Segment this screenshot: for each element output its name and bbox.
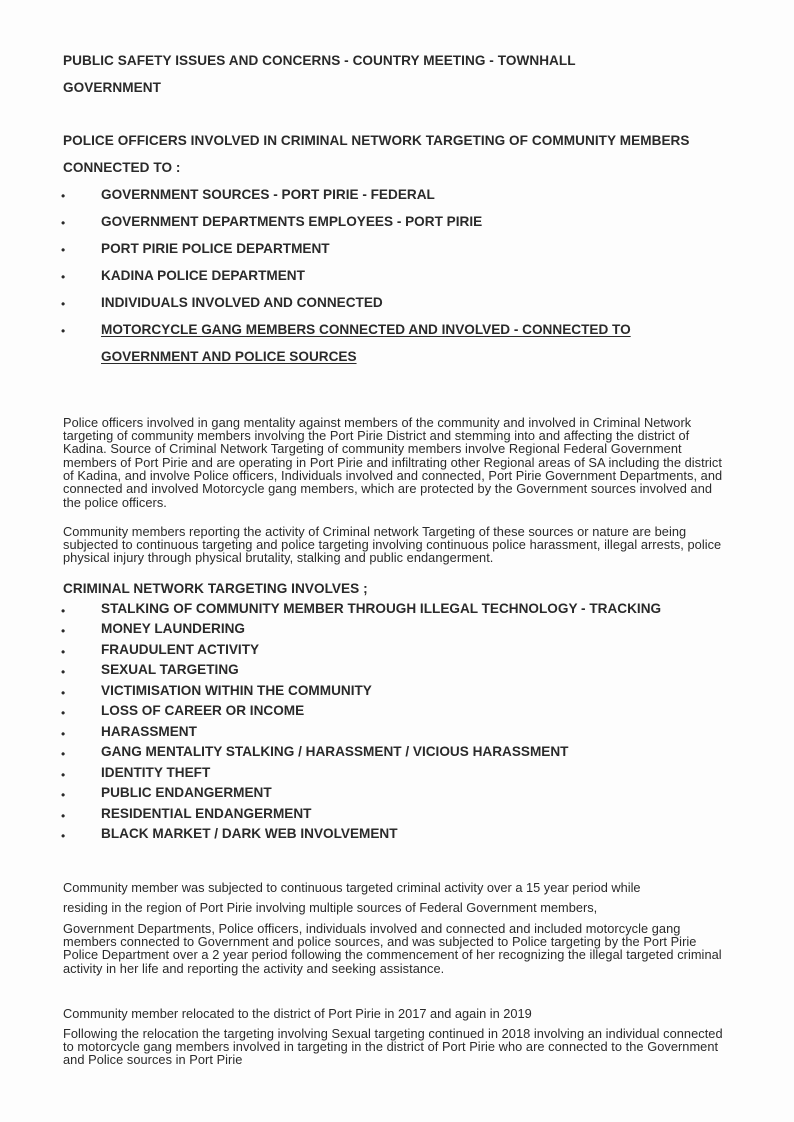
bullet-icon: • (61, 727, 66, 741)
bullet-icon: • (61, 624, 66, 638)
list-item: RESIDENTIAL ENDANGERMENT (101, 806, 312, 821)
bullet-icon: • (61, 270, 66, 284)
list-item: BLACK MARKET / DARK WEB INVOLVEMENT (101, 826, 398, 841)
bullet-icon: • (61, 645, 66, 659)
list-item: MONEY LAUNDERING (101, 621, 246, 636)
bullet-icon: • (61, 243, 66, 257)
bullet-icon: • (61, 706, 66, 720)
bullet-icon: • (61, 788, 66, 802)
bullet-icon: • (61, 216, 66, 230)
bullet-icon: • (61, 189, 66, 203)
bullet-icon: • (61, 297, 66, 311)
body-paragraph-4-line1: Community member relocated to the district of Port Pirie in 2017 and again in 2019 (63, 1005, 532, 1021)
document-title-line1: PUBLIC SAFETY ISSUES AND CONCERNS - COUNTRY MEETING - TOWNHALL (63, 53, 576, 68)
list-item: INDIVIDUALS INVOLVED AND CONNECTED (101, 295, 383, 310)
list-item: GOVERNMENT SOURCES - PORT PIRIE - FEDERAL (101, 187, 435, 202)
body-paragraph-3-line1: Community member was subjected to continuous targeted criminal activity over a 15 year period while (63, 879, 641, 895)
list-item: FRAUDULENT ACTIVITY (101, 642, 260, 657)
bullet-icon: • (61, 747, 66, 761)
bullet-icon: • (61, 604, 66, 618)
list-item-underlined-line1: MOTORCYCLE GANG MEMBERS CONNECTED AND INVOLVED - CONNECTED TO (101, 322, 631, 337)
list-item: GANG MENTALITY STALKING / HARASSMENT / VICIOUS HARASSMENT (101, 744, 569, 759)
list-item: GOVERNMENT DEPARTMENTS EMPLOYEES - PORT PIRIE (101, 214, 483, 229)
section1-heading-line1: POLICE OFFICERS INVOLVED IN CRIMINAL NETWORK TARGETING OF COMMUNITY MEMBERS (63, 133, 690, 148)
document-title-line2: GOVERNMENT (63, 80, 161, 95)
body-paragraph-1: Police officers involved in gang mentality against members of the community and involved in Criminal Network targeting of community members involving the Port Pirie District and stemming into and affecting the district of Kadina. Source of Criminal Network Targeting of community members involve Regional Federal Government members of Port Pirie and are operating in Port Pirie and infiltrating other Regional areas of SA including the district of Kadina, and involve Police officers, Individuals involved and connected, Port Pirie Government Departments, and connected and involved Motorcycle gang members, which are protected by the Government sources involved and the police officers. (63, 414, 723, 510)
list-item-underlined-line2: GOVERNMENT AND POLICE SOURCES (101, 349, 357, 364)
list-item: VICTIMISATION WITHIN THE COMMUNITY (101, 683, 372, 698)
body-paragraph-3-rest: Government Departments, Police officers, individuals involved and connected and included motorcycle gang members connected to Government and police sources, and was subjected to Police targeting by the Port Pirie Police Department over a 2 year period following the commencement of her recognizing the illegal targeted criminal activity in her life and reporting the activity and seeking assistance. (63, 920, 722, 976)
bullet-icon: • (61, 768, 66, 782)
list-item: HARASSMENT (101, 724, 197, 739)
bullet-icon: • (61, 665, 66, 679)
bullet-icon: • (61, 686, 66, 700)
body-paragraph-3-line2: residing in the region of Port Pirie involving multiple sources of Federal Government members, (63, 899, 598, 915)
list-item: LOSS OF CAREER OR INCOME (101, 703, 305, 718)
body-paragraph-4-rest: Following the relocation the targeting involving Sexual targeting continued in 2018 involving an individual connected to motorcycle gang members involved in targeting in the district of Port Pirie who are connected to the Government and Police sources in Port Pirie (63, 1025, 723, 1068)
list-item: PORT PIRIE POLICE DEPARTMENT (101, 241, 330, 256)
list-item: STALKING OF COMMUNITY MEMBER THROUGH ILLEGAL TECHNOLOGY - TRACKING (101, 601, 662, 616)
section1-heading-line2: CONNECTED TO : (63, 160, 181, 175)
list-item: SEXUAL TARGETING (101, 662, 239, 677)
bullet-icon: • (61, 324, 66, 338)
list-item: IDENTITY THEFT (101, 765, 211, 780)
list-item: KADINA POLICE DEPARTMENT (101, 268, 305, 283)
list-item: PUBLIC ENDANGERMENT (101, 785, 272, 800)
bullet-icon: • (61, 809, 66, 823)
bullet-icon: • (61, 829, 66, 843)
section2-heading: CRIMINAL NETWORK TARGETING INVOLVES ; (63, 581, 368, 596)
body-paragraph-2: Community members reporting the activity of Criminal network Targeting of these sources or nature are being subjected to continuous targeting and police targeting involving continuous police harassment, illegal arrests, police physical injury through physical brutality, stalking and public endangerment. (63, 523, 722, 566)
